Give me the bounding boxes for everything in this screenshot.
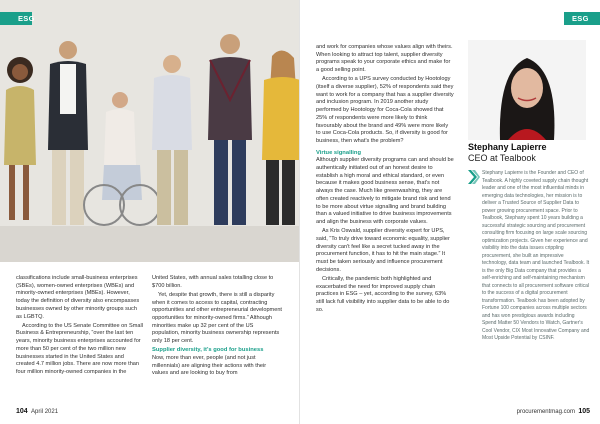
bio-heading [468,142,586,164]
author-portrait [468,40,586,140]
paragraph: As Kris Oswald, supplier diversity expert for UPS, said, “To truly drive toward economic equality, supplier diversity can't feel like a secret tucked away in the procurement function, it has to hit the main stage.” It must be taken seriously and influence procurement decisions. [316,228,450,273]
team-photo-illustration [0,0,300,262]
left-column-1 [16,275,143,378]
right-column-1 [316,44,454,316]
bio-title: CEO at Tealbook [468,153,536,163]
section-tag: ESG [0,12,32,25]
subheading: Virtue signalling [316,149,361,156]
portrait-illustration [468,40,586,140]
paragraph: and work for companies whose values align with theirs. When looking to attract top talent, supplier diversity programs speak to your corporate ethics and make for a good selling point. [316,44,453,74]
chevron-right-icon [468,170,480,184]
left-folio [16,408,58,415]
section-tag: ESG [564,12,600,25]
team-photo [0,0,300,262]
paragraph: According to the US Senate Committee on Small Business & Entrepreneurship, “over the last ten years, minority business enterprises accounted for more than 50 per cent of the two million new businesses started in the United States and created 4.7 million jobs. There are now more than four million minority-owned companies in the [16,322,143,375]
paragraph: Now, more than ever, people (and not just millennials) are aligning their actions with their values and are looking to buy from [152,355,267,377]
right-folio [517,408,590,415]
page-number: 105 [578,408,590,415]
paragraph: Yet, despite that growth, there is still a disparity when it comes to access to capital, contracting opportunities and other entrepreneurial development opportunities for minority-owned firms.” Although minorities make up 32 per cent of the US population, minority business ownership represents only 18 per cent. [152,291,282,345]
paragraph: United States, with annual sales totalling close to $700 billion. [152,275,274,289]
bio-text: Stephany Lapierre is the Founder and CEO of Tealbook. A highly coveted supply chain thought leader and one of the most influential minds in emerging data technologies, her mission is to deliver a Trusted Source of Supplier Data to power growing procurement space. Prior to Tealbook, Stephany spent 10 years building a successful strategic sourcing and procurement consulting firm focusing on large scale sourcing optimization projects. Given her experience and visibility into the data issues crippling procurement, she built an impressive technology, data team and launched Tealbook. It is the only Big Data company that provides a self-enriching and self-maintaining mechanism that connects to all procurement software critical to the success of a digital procurement transformation. Tealbook has been adopted by Fortune 100 companies across multiple sectors and has won prestigious awards including Spend Matter 50 Vendors to Watch, Gartner's Cool Vendor, CIX Most Innovative Company and Most Upside Potential by CSINF. [482,170,590,341]
paragraph: According to a UPS survey conducted by Hootology (itself a diverse supplier), 52% of respondents said they want to work for a company that has a supplier diversity and inclusion program. In 2019 another study performed by Hootology for Coca-Cola showed that 25% of respondents were more likely to think favourably about the brand and 49% were more likely to use Coca-Cola products. So, if diversity is good for business, then what's the problem? [316,76,454,144]
left-column-2 [152,275,282,380]
subheading: Supplier diversity, it's good for business [152,347,264,354]
bio-name: Stephany Lapierre [468,142,547,152]
right-page [300,0,600,424]
page-number: 104 [16,408,28,415]
issue-date: April 2021 [31,409,59,415]
site-url: procurementmag.com [516,409,575,415]
paragraph: Although supplier diversity programs can and should be authentically initiated out of an honest desire to establish a high moral and ethical standard, or even because it makes good business sense, that's not always the case. Much like greenwashing, they are often created reactively to mitigate brand risk and tend to be more about virtue signalling and brand building than a valued initiative to drive business improvements and align the business with corporate values. [316,157,454,225]
paragraph: classifications include small-business enterprises (SBEs), women-owned enterprises (WBEs) and minority-owned enterprises (MBEs). However, today the definition of diversity also encompasses businesses owned by other minority groups such as LGBTQ. [16,275,140,320]
paragraph: Critically, the pandemic both highlighted and exacerbated the need for improved supply chain practices in ESG – yet, according to the survey, 63% still lack full visibility into supplier data to be able to do so. [316,275,450,313]
